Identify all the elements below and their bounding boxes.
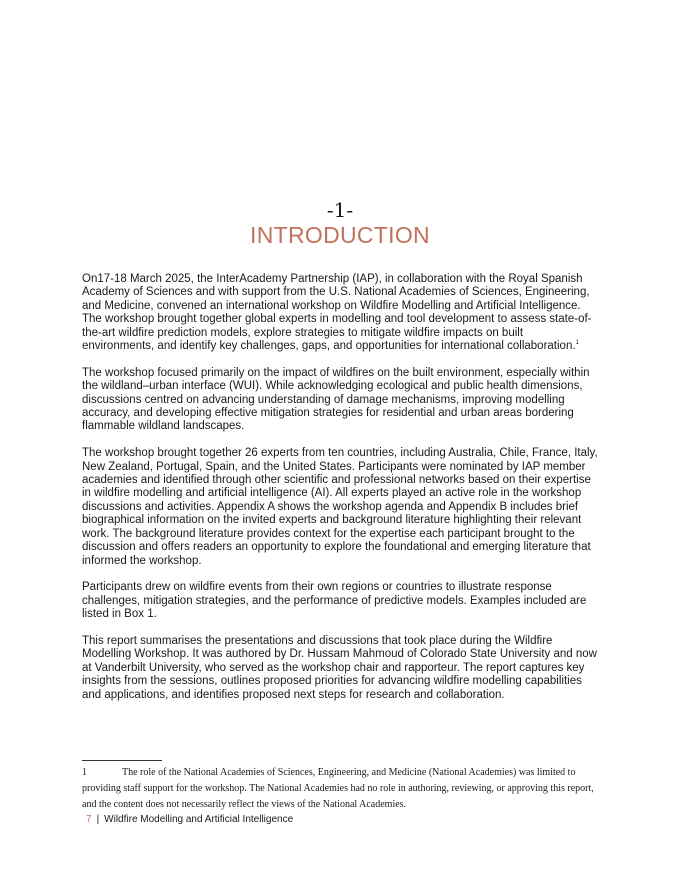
footnote-reference[interactable]: 1 — [575, 340, 579, 347]
paragraph-3: The workshop brought together 26 experts from ten countries, including Australia, Chile, France, Italy, New Zealand, Portugal, Spain, and the United States. Participants were nominated by IAP member academies and identified through other scientific and professional networks based on their expertise in wildfire modelling and artificial intelligence (AI). All experts played an active role in the workshop discussions and activities. Appendix A shows the workshop agenda and Appendix B includes brief biographical information on the invited experts and background literature highlighting their relevant work. The background literature provides context for the expertise each participant brought to the discussion and offers readers an opportunity to explore the foundational and emerging literature that informed the workshop. — [82, 447, 598, 567]
paragraph-5: This report summarises the presentations and discussions that took place during the Wildfire Modelling Workshop. It was authored by Dr. Hussam Mahmoud of Colorado State University and now at Vanderbilt University, who served as the workshop chair and rapporteur. The report captures key insights from the sessions, outlines proposed priorities for advancing wildfire modelling capabilities and applications, and identifies proposed next steps for research and collaboration. — [82, 634, 597, 701]
paragraph-1-text: On17-18 March 2025, the InterAcademy Partnership (IAP), in collaboration with the Royal Spanish Academy of Sciences and with support from the U.S. National Academies of Sciences, Engineering, and Medicine, convened an international workshop on Wildfire Modelling and Artificial Intelligence. The workshop brought together global experts in modelling and tool development to assess state-of-the-art wildfire prediction models, explore strategies to mitigate wildfire impacts on built environments, and identify key challenges, gaps, and opportunities for international collaboration. — [82, 273, 592, 353]
footnote — [82, 765, 600, 813]
footnote-number: 1 — [82, 767, 87, 778]
body-text — [82, 273, 598, 715]
page-footer — [86, 814, 293, 825]
footnote-text: The role of the National Academies of Sciences, Engineering, and Medicine (National Academies) was limited to providing staff support for the workshop. The National Academies had no role in authoring, reviewing, or approving this report, and the content does not necessarily reflect the views of the National Academies. — [82, 767, 594, 810]
paragraph-1 — [82, 273, 598, 353]
paragraph-2: The workshop focused primarily on the impact of wildfires on the built environment, especially within the wildland–urban interface (WUI). While acknowledging ecological and public health dimensions, discussions centred on advancing understanding of damage mechanisms, improving modelling accuracy, and developing effective mitigation strategies for residential and urban areas bordering flammable wildland landscapes. — [82, 366, 590, 433]
chapter-title: INTRODUCTION — [250, 222, 430, 248]
paragraph-4: Participants drew on wildfire events from their own regions or countries to illustrate response challenges, mitigation strategies, and the performance of predictive models. Examples included are listed in Box 1. — [82, 581, 587, 621]
running-title: Wildfire Modelling and Artificial Intelligence — [104, 814, 294, 825]
page-number: 7 — [86, 814, 92, 825]
footer-separator: | — [96, 814, 100, 825]
footnote-divider — [82, 760, 162, 761]
chapter-number: -1- — [326, 198, 354, 222]
